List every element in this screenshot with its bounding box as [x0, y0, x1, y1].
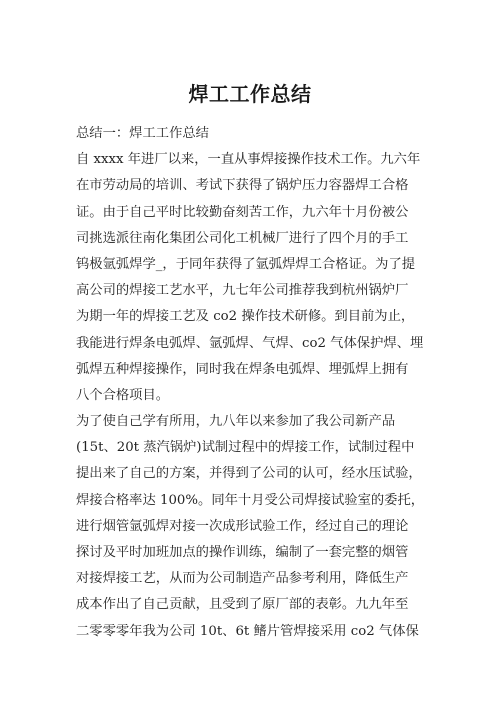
document-title: 焊工工作总结 [188, 82, 312, 106]
body-line: 在市劳动局的培训、考试下获得了锅炉压力容器焊工合格 [76, 178, 409, 194]
body-line: 证。由于自己平时比较勤奋刻苦工作，九六年十月份被公 [76, 204, 409, 220]
body-line: 八个合格项目。 [76, 387, 170, 403]
body-line: 成本作出了自己贡献，且受到了原厂部的表彰。九九年至 [76, 597, 409, 613]
body-line: 高公司的焊接工艺水平，九七年公司推荐我到杭州锅炉厂 [76, 283, 409, 299]
body-line: 总结一：焊工工作总结 [76, 126, 209, 141]
body-line: 司挑选派往南化集团公司化工机械厂进行了四个月的手工 [76, 230, 409, 246]
body-line: 为了使自己学有所用，九八年以来参加了我公司新产品 [76, 414, 396, 430]
body-line: 提出来了自己的方案，并得到了公司的认可，经水压试验， [76, 466, 422, 482]
body-line: 探讨及平时加班加点的操作训练，编制了一套完整的烟管 [76, 545, 409, 560]
body-line: 钨极氩弧焊学_，于同年获得了氩弧焊焊工合格证。为了提 [76, 256, 416, 272]
body-line: 对接焊接工艺，从而为公司制造产品参考利用，降低生产 [76, 571, 409, 587]
body-line: 为期一年的焊接工艺及 co2 操作技术研修。到目前为止， [76, 309, 415, 325]
body-line: 二零零零年我为公司 10t、6t 鳍片管焊接采用 co2 气体保 [76, 623, 419, 639]
body-line: (15t、20t 蒸汽锅炉)试制过程中的焊接工作，试制过程中 [76, 440, 415, 456]
body-line: 我能进行焊条电弧焊、氩弧焊、气焊、co2 气体保护焊、埋 [76, 335, 424, 351]
body-line: 焊接合格率达 100%。同年十月受公司焊接试验室的委托， [76, 492, 425, 508]
body-line: 自 xxxx 年进厂以来，一直从事焊接操作技术工作。九六年 [76, 152, 421, 168]
document-body [76, 121, 434, 645]
body-line: 进行烟管氩弧焊对接一次成形试验工作，经过自己的理论 [76, 518, 409, 534]
body-line: 弧焊五种焊接操作，同时我在焊条电弧焊、埋弧焊上拥有 [76, 361, 409, 377]
